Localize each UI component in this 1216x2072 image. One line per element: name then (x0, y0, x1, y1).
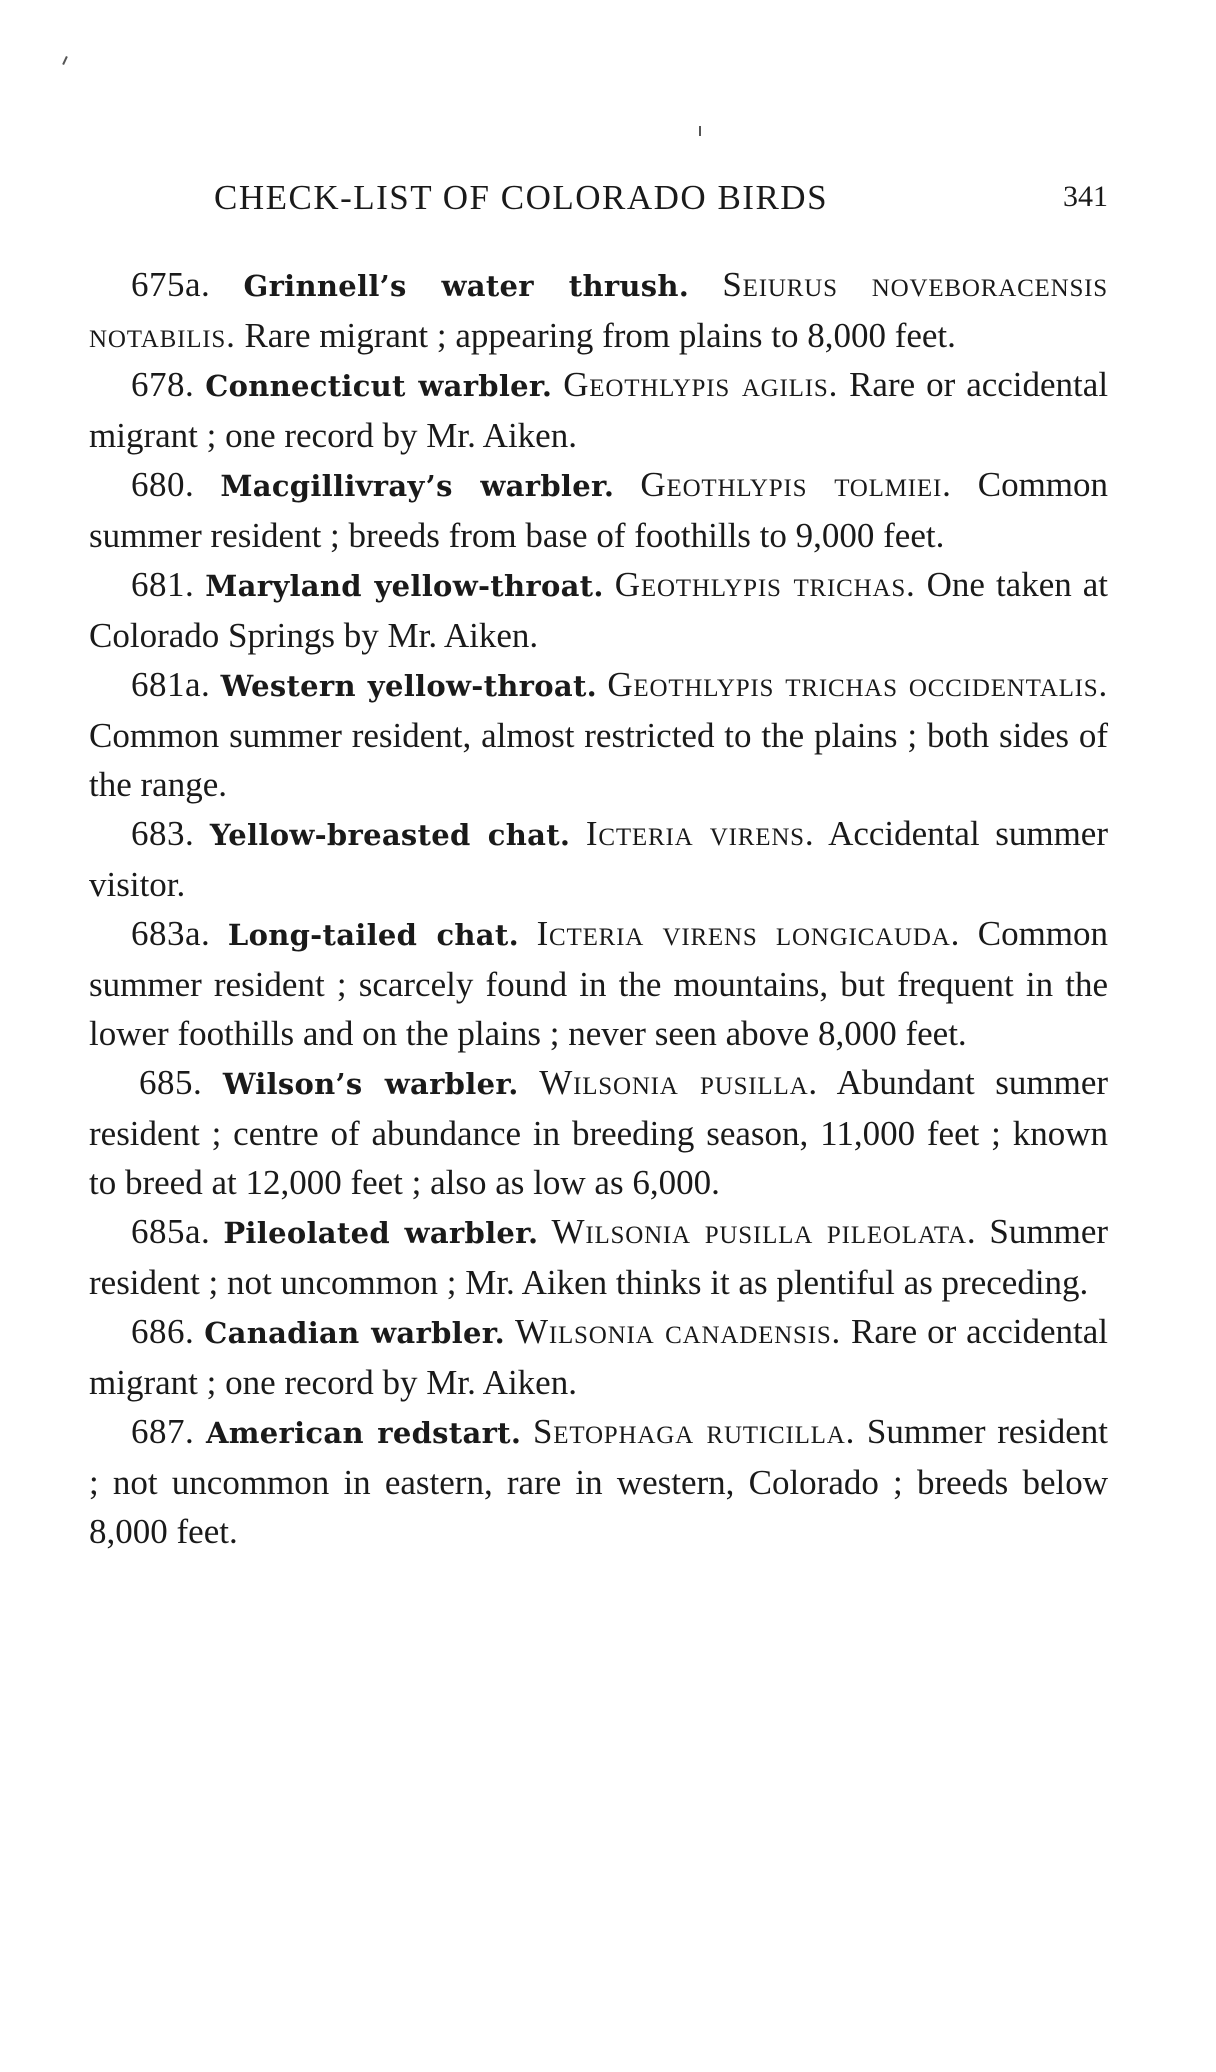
entry-description: Common summer resident ; scarcely found in the mountains, but frequent in the lower foothills and on the plains ; never seen above 8,000 feet. (89, 914, 1109, 1053)
entry-description: Rare or accidental migrant ; one record by Mr. Aiken. (89, 1312, 1109, 1402)
page-number: 341 (1063, 180, 1108, 213)
common-name: Grinnell’s water thrush. (243, 269, 690, 303)
species-entry (89, 809, 1108, 909)
scientific-name: Geothlypis tolmiei. (640, 465, 952, 504)
entry-description: Common summer resident ; breeds from base of foothills to 9,000 feet. (89, 465, 1109, 555)
common-name: Canadian warbler. (204, 1316, 506, 1350)
entry-description: Accidental summer visitor. (89, 814, 1108, 904)
species-entry (89, 909, 1108, 1058)
species-entry (89, 1407, 1108, 1556)
species-entry (89, 660, 1108, 809)
entry-description: Summer resident ; not uncommon ; Mr. Aiken thinks it as plentiful as preceding. (89, 1212, 1109, 1302)
species-entry (89, 1207, 1108, 1307)
scientific-name: Setophaga ruticilla. (533, 1412, 856, 1451)
page-header (89, 178, 1108, 224)
entry-description: Rare or accidental migrant ; one record by Mr. Aiken. (89, 365, 1109, 455)
common-name: Yellow-breasted chat. (209, 818, 571, 852)
entry-description: Common summer resident, almost restricted to the plains ; both sides of the range. (89, 716, 1108, 804)
scientific-name: Wilsonia pusilla pileolata. (551, 1212, 977, 1251)
checklist-body (89, 260, 1108, 1556)
species-entry (89, 260, 1108, 360)
scientific-name: Icteria virens longicauda. (536, 914, 961, 953)
common-name: Macgillivray’s warbler. (220, 469, 615, 503)
common-name: Pileolated warbler. (223, 1216, 539, 1250)
entry-description: Summer resident ; not uncommon in eastern, rare in western, Colorado ; breeds below 8,000 feet. (89, 1412, 1109, 1551)
common-name: Wilson’s warbler. (222, 1067, 519, 1101)
scientific-name: Geothlypis trichas. (614, 565, 916, 604)
scientific-name: Geothlypis agilis. (563, 365, 839, 404)
scientific-name: Wilsonia pusilla. (539, 1063, 818, 1102)
entry-description: Abundant summer resident ; centre of abundance in breeding season, 11,000 feet ; known to breed at 12,000 feet ; also as low as 6,000. (89, 1063, 1109, 1202)
entry-description: Rare migrant ; appearing from plains to 8,000 feet. (244, 316, 956, 355)
entry-number: 685a. (131, 1212, 211, 1251)
entry-number: 680. (131, 465, 195, 504)
species-entry (89, 360, 1108, 460)
entry-number: 687. (131, 1412, 195, 1451)
common-name: Connecticut warbler. (205, 369, 553, 403)
common-name: Western yellow-throat. (220, 669, 598, 703)
species-entry (89, 1058, 1108, 1207)
stray-mark (699, 126, 701, 136)
entry-number: 681. (131, 565, 195, 604)
species-entry (89, 560, 1108, 660)
common-name: Long-tailed chat. (227, 918, 519, 952)
entry-number: 685. (139, 1063, 203, 1102)
species-entry (89, 460, 1108, 560)
entry-number: 683a. (131, 914, 211, 953)
scientific-name: Seiurus noveboracensis notabilis. (89, 265, 1109, 355)
common-name: Maryland yellow-throat. (205, 569, 604, 603)
entry-number: 686. (131, 1312, 195, 1351)
stray-mark (62, 56, 68, 65)
entry-number: 678. (131, 365, 195, 404)
entry-description: One taken at Colorado Springs by Mr. Aiken. (89, 565, 1109, 655)
species-entry (89, 1307, 1108, 1407)
scientific-name: Wilsonia canadensis. (515, 1312, 842, 1351)
running-title: CHECK-LIST OF COLORADO BIRDS (214, 178, 829, 217)
scientific-name: Icteria virens. (585, 814, 815, 853)
scientific-name: Geothlypis trichas occidentalis. (607, 665, 1109, 704)
entry-number: 675a. (131, 265, 211, 304)
entry-number: 681a. (131, 665, 211, 704)
entry-number: 683. (131, 814, 195, 853)
common-name: American redstart. (206, 1416, 522, 1450)
